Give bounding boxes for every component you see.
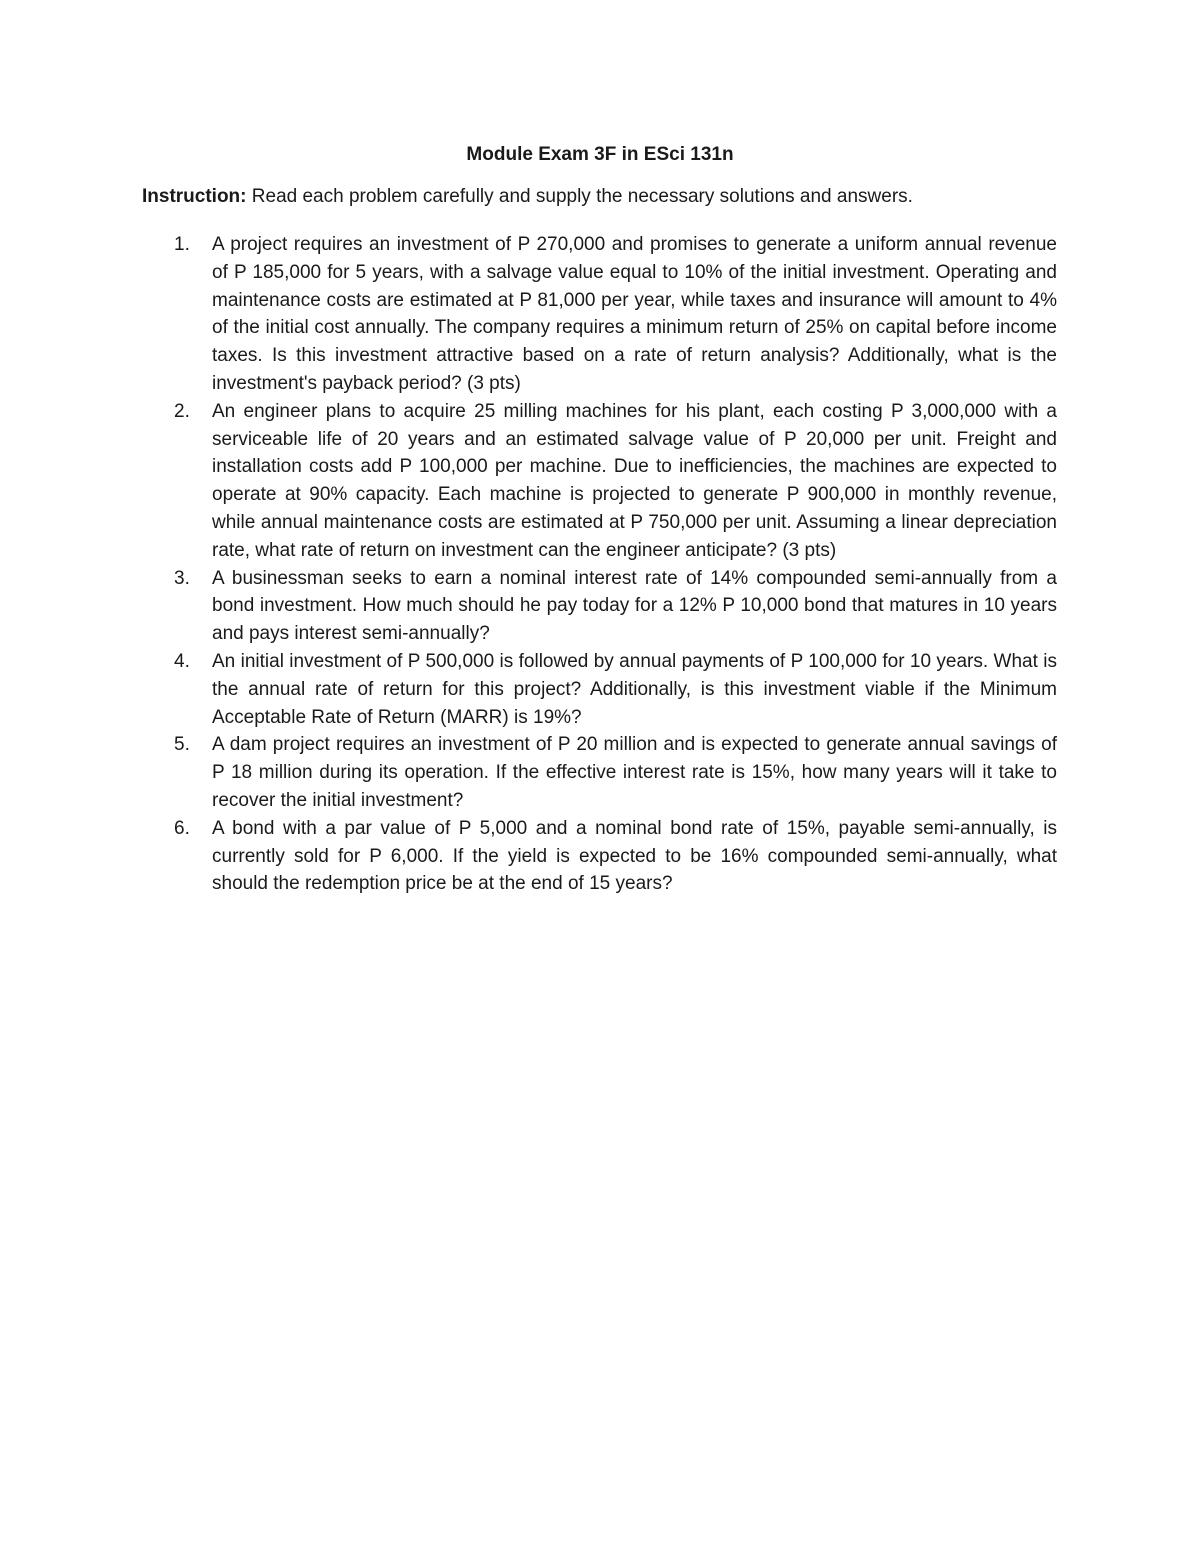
- problem-text: A bond with a par value of P 5,000 and a nominal bond rate of 15%, payable semi-annually, is currently sold for P 6,000. If the yield is expected to be 16% compounded semi-annually, what should the redemption price be at the end of 15 years?: [212, 817, 1057, 895]
- instruction-label: Instruction:: [142, 186, 247, 207]
- problem-number: 6.: [174, 817, 190, 839]
- problem-item: [0, 231, 1057, 398]
- instruction-text: Read each problem carefully and supply the necessary solutions and answers.: [246, 186, 913, 207]
- problem-number: 3.: [174, 567, 190, 589]
- problem-text: A businessman seeks to earn a nominal interest rate of 14% compounded semi-annually from a bond investment. How much should he pay today for a 12% P 10,000 bond that matures in 10 years and pays interest semi-annually?: [212, 567, 1057, 645]
- problem-number: 4.: [174, 650, 190, 672]
- problem-text: An engineer plans to acquire 25 milling machines for his plant, each costing P 3,000,000 with a serviceable life of 20 years and an estimated salvage value of P 20,000 per unit. Freight and installation costs add P 100,000 per machine. Due to inefficiencies, the machines are expected to operate at 90% capacity. Each machine is projected to generate P 900,000 in monthly revenue, while annual maintenance costs are estimated at P 750,000 per unit. Assuming a linear depreciation rate, what rate of return on investment can the engineer anticipate? (3 pts): [212, 400, 1057, 561]
- instruction-line: [142, 185, 1062, 209]
- problem-item: [0, 648, 1057, 731]
- problem-item: [0, 731, 1057, 814]
- problem-item: [0, 565, 1057, 648]
- problem-text: A project requires an investment of P 270,000 and promises to generate a uniform annual revenue of P 185,000 for 5 years, with a salvage value equal to 10% of the initial investment. Operating and maintenance costs are estimated at P 81,000 per year, while taxes and insurance will amount to 4% of the initial cost annually. The company requires a minimum return of 25% on capital before income taxes. Is this investment attractive based on a rate of return analysis? Additionally, what is the investment's payback period? (3 pts): [212, 234, 1057, 394]
- problem-number: 2.: [174, 400, 190, 422]
- problem-list: [0, 231, 1200, 898]
- problem-text: An initial investment of P 500,000 is followed by annual payments of P 100,000 for 10 years. What is the annual rate of return for this project? Additionally, is this investment viable if the Minimum Acceptable Rate of Return (MARR) is 19%?: [212, 650, 1057, 728]
- problem-item: [0, 815, 1057, 898]
- problem-item: [0, 398, 1057, 565]
- document-title: Module Exam 3F in ESci 131n: [466, 144, 734, 165]
- problem-number: 5.: [174, 734, 190, 756]
- problem-number: 1.: [174, 234, 190, 255]
- problem-text: A dam project requires an investment of P 20 million and is expected to generate annual savings of P 18 million during its operation. If the effective interest rate is 15%, how many years will it take to recover the initial investment?: [212, 734, 1057, 811]
